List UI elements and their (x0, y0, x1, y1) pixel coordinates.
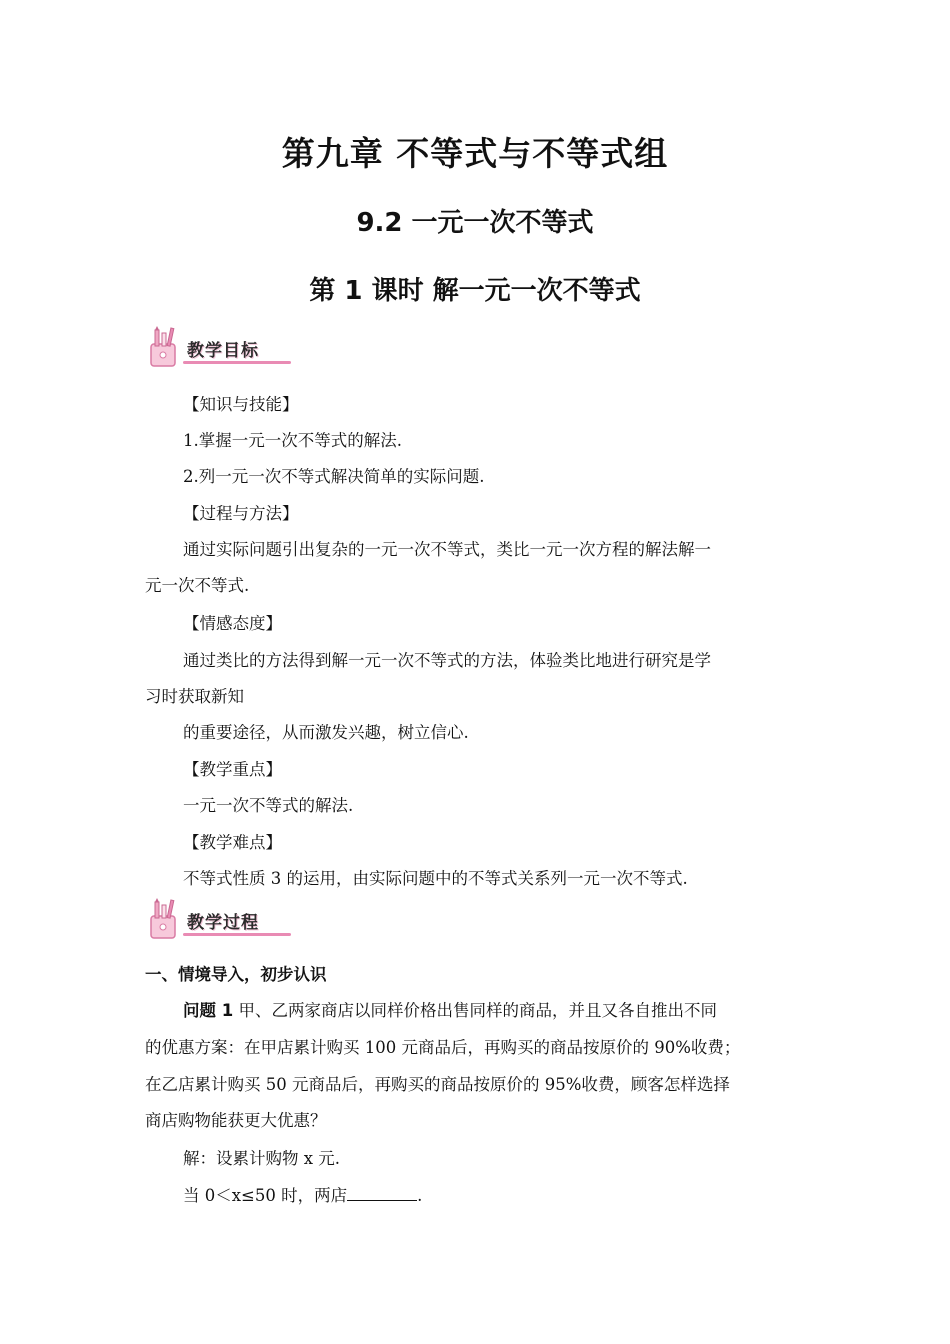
problem-1-line-1 (183, 1000, 717, 1022)
process-heading: 【过程与方法】 (183, 504, 299, 523)
problem-text: 甲、乙两家商店以同样价格出售同样的商品，并且又各自推出不同 (233, 1001, 717, 1020)
solution-line-2 (183, 1184, 422, 1207)
knowledge-heading: 【知识与技能】 (183, 395, 299, 414)
chapter-title: 第九章 不等式与不等式组 (281, 134, 669, 173)
emotion-text-line-1: 通过类比的方法得到解一元一次不等式的方法，体验类比地进行研究是学 (183, 651, 711, 670)
problem-1-line-2: 的优惠方案：在甲店累计购买 100 元商品后，再购买的商品按原价的 90%收费； (145, 1038, 741, 1057)
objectives-banner (143, 326, 293, 370)
difficulty-heading: 【教学难点】 (183, 833, 282, 852)
solution-line-1: 解：设累计购物 x 元. (183, 1149, 341, 1168)
process-text-line-1: 通过实际问题引出复杂的一元一次不等式，类比一元一次方程的解法解一 (183, 540, 711, 559)
process-banner (143, 898, 293, 942)
key-points-heading: 【教学重点】 (183, 760, 282, 779)
objectives-banner-label: 教学目标 (187, 341, 259, 361)
emotion-text-line-2: 习时获取新知 (145, 687, 244, 706)
key-points-text: 一元一次不等式的解法. (183, 796, 354, 815)
problem-1-line-3: 在乙店累计购买 50 元商品后，再购买的商品按原价的 95%收费，顾客怎样选择 (145, 1075, 730, 1094)
emotion-text-line-3: 的重要途径，从而激发兴趣，树立信心. (183, 723, 469, 742)
emotion-heading: 【情感态度】 (183, 614, 282, 633)
banner-underline (183, 933, 291, 936)
solution-line-2-end: . (417, 1186, 423, 1205)
solution-line-2-text: 当 0＜x≤50 时，两店 (183, 1186, 348, 1205)
banner-underline (183, 361, 291, 364)
pencil-cup-icon (143, 898, 187, 942)
difficulty-text: 不等式性质 3 的运用，由实际问题中的不等式关系列一元一次不等式. (183, 869, 688, 888)
knowledge-item-2: 2.列一元一次不等式解决简单的实际问题. (183, 467, 485, 486)
process-text-line-2: 元一次不等式. (145, 576, 250, 595)
problem-1-line-4: 商店购物能获更大优惠？ (145, 1111, 327, 1130)
section-title: 9.2 一元一次不等式 (356, 208, 594, 238)
section-1-heading: 一、情境导入，初步认识 (145, 965, 327, 984)
process-banner-label: 教学过程 (187, 913, 259, 933)
problem-label: 问题 1 (183, 1001, 234, 1020)
knowledge-item-1: 1.掌握一元一次不等式的解法. (183, 431, 402, 450)
pencil-cup-icon (143, 326, 187, 370)
answer-blank[interactable] (347, 1184, 417, 1201)
lesson-title: 第 1 课时 解一元一次不等式 (309, 276, 641, 306)
